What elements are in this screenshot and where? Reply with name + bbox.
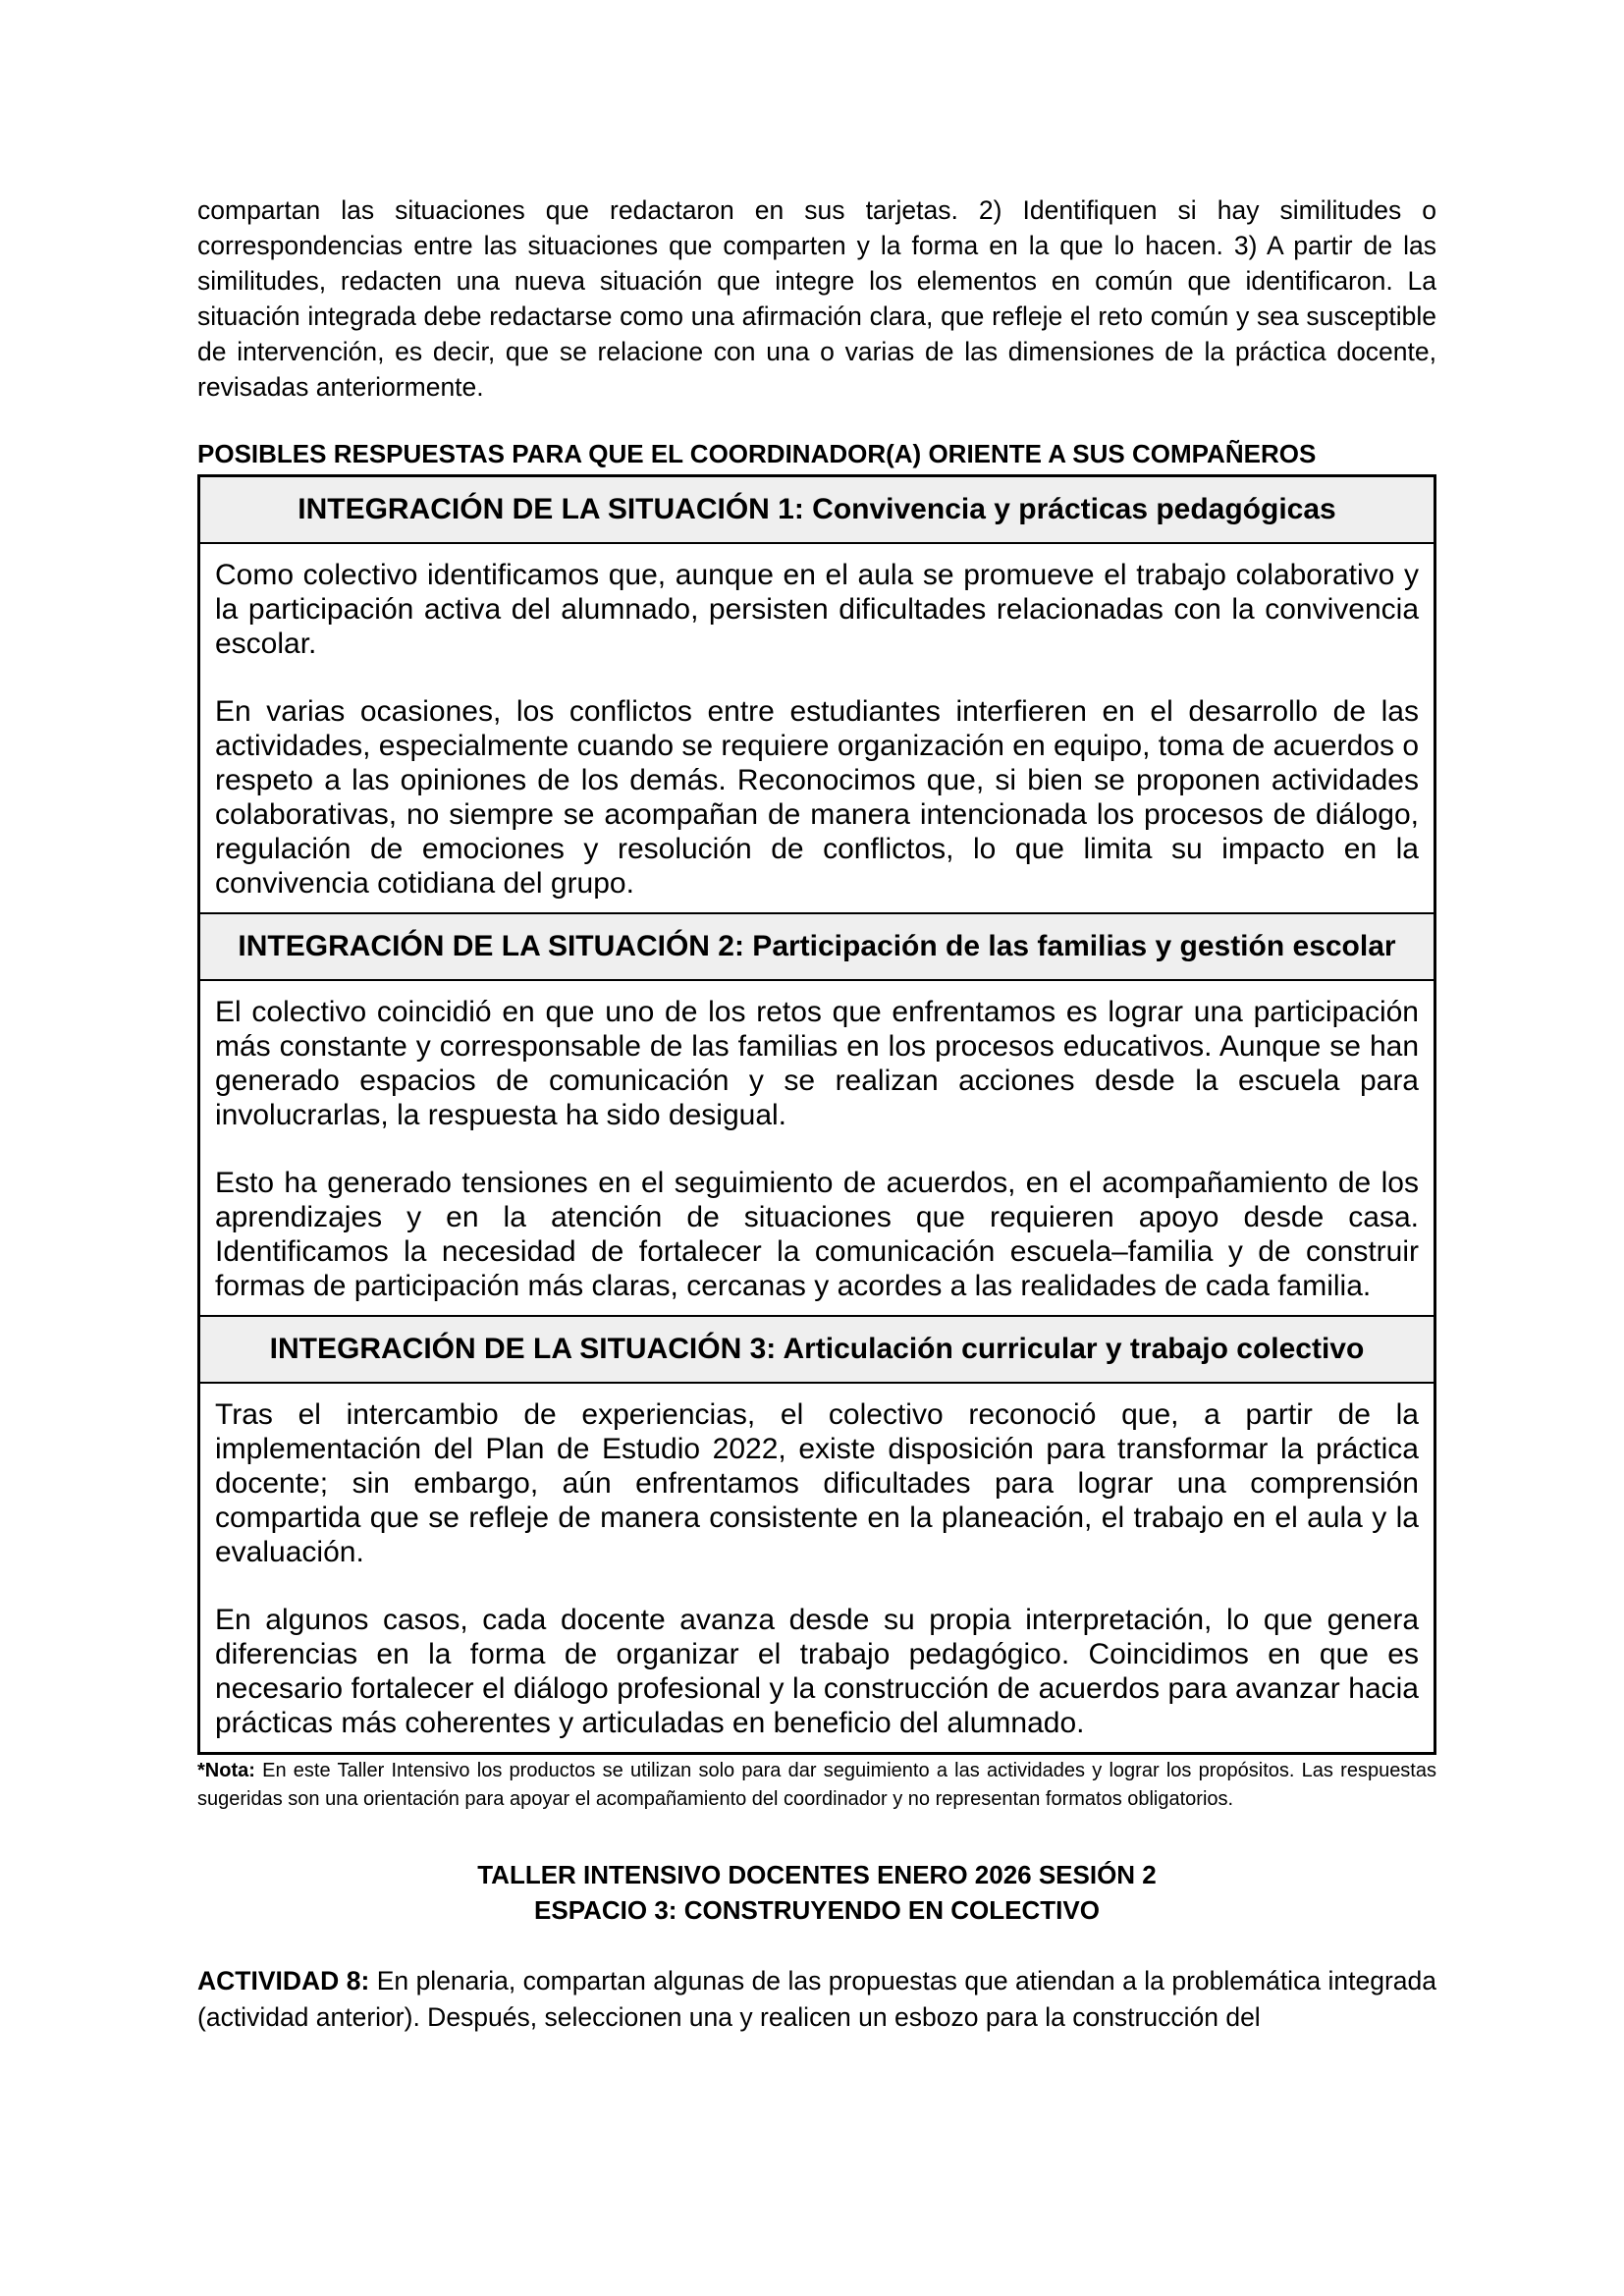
footnote-label: *Nota: [197, 1760, 255, 1781]
situation-1-paragraph-1: Como colectivo identificamos que, aunque en el aula se promueve el trabajo colaborativo y la participación activa del alumnado, persisten dificultades relacionadas con la convivencia escolar. [215, 559, 1419, 660]
situation-3-body [200, 1384, 1434, 1752]
session-title-line-2: ESPACIO 3: CONSTRUYENDO EN COLECTIVO [534, 1895, 1100, 1925]
intro-paragraph: compartan las situaciones que redactaron en sus tarjetas. 2) Identifiquen si hay similitudes o correspondencias entre las situaciones que comparten y la forma en la que lo hacen. 3) A partir de las similitudes, redacten una nueva situación que integre los elementos en común que identificaron. La situación integrada debe redactarse como una afirmación clara, que refleje el reto común y sea susceptible de intervención, es decir, que se relacione con una o varias de las dimensiones de la práctica docente, revisadas anteriormente. [197, 195, 1436, 402]
session-title-line-1: TALLER INTENSIVO DOCENTES ENERO 2026 SESIÓN 2 [477, 1860, 1157, 1889]
situation-3-paragraph-2: En algunos casos, cada docente avanza desde su propia interpretación, lo que genera diferencias en la forma de organizar el trabajo pedagógico. Coincidimos en que es necesario fortalecer el diálogo profesional y la construcción de acuerdos para avanzar hacia prácticas más coherentes y articuladas en beneficio del alumnado. [215, 1604, 1419, 1739]
activity-paragraph [197, 1963, 1436, 2036]
activity-label: ACTIVIDAD 8: [197, 1966, 370, 1995]
situation-2-paragraph-1: El colectivo coincidió en que uno de los retos que enfrentamos es lograr una participación más constante y corresponsable de las familias en los procesos educativos. Aunque se han generado espacios de comunicación y se realizan acciones desde la escuela para involucrarlas, la respuesta ha sido desigual. [215, 996, 1419, 1131]
session-title [197, 1857, 1436, 1928]
footnote-text: En este Taller Intensivo los productos se utilizan solo para dar seguimiento a las actividades y lograr los propósitos. Las respuestas sugeridas son una orientación para apoyar el acompañamiento del coordinador y no representan formatos obligatorios. [197, 1760, 1436, 1810]
situation-2-paragraph-2: Esto ha generado tensiones en el seguimiento de acuerdos, en el acompañamiento de los aprendizajes y en la atención de situaciones que requieren apoyo desde casa. Identificamos la necesidad de fortalecer la comunicación escuela–familia y de construir formas de participación más claras, cercanas y acordes a las realidades de cada familia. [215, 1167, 1419, 1302]
situation-1-title: INTEGRACIÓN DE LA SITUACIÓN 1: Convivencia y prácticas pedagógicas [200, 477, 1434, 544]
situation-1-paragraph-2: En varias ocasiones, los conflictos entre estudiantes interfieren en el desarrollo de las actividades, especialmente cuando se requiere organización en equipo, toma de acuerdos o respeto a las opiniones de los demás. Reconocimos que, si bien se proponen actividades colaborativas, no siempre se acompañan de manera intencionada los procesos de diálogo, regulación de emociones y resolución de conflictos, lo que limita su impacto en la convivencia cotidiana del grupo. [215, 695, 1419, 900]
footnote [197, 1757, 1436, 1814]
situation-3-title: INTEGRACIÓN DE LA SITUACIÓN 3: Articulación curricular y trabajo colectivo [200, 1315, 1434, 1384]
situation-3-paragraph-1: Tras el intercambio de experiencias, el colectivo reconoció que, a partir de la implementación del Plan de Estudio 2022, existe disposición para transformar la práctica docente; sin embargo, aún enfrentamos dificultades para lograr una comprensión compartida que se refleje de manera consistente en la planeación, el trabajo en el aula y la evaluación. [215, 1398, 1419, 1568]
activity-text: En plenaria, compartan algunas de las propuestas que atiendan a la problemática integrada (actividad anterior). Después, seleccionen una y realicen un esbozo para la construcción del [197, 1966, 1437, 2032]
situation-2-title: INTEGRACIÓN DE LA SITUACIÓN 2: Participación de las familias y gestión escolar [200, 912, 1434, 981]
situation-2-body [200, 981, 1434, 1315]
responses-panel [197, 474, 1436, 1755]
situation-1-body [200, 544, 1434, 912]
section-heading: POSIBLES RESPUESTAS PARA QUE EL COORDINADOR(A) ORIENTE A SUS COMPAÑEROS [197, 439, 1317, 468]
document-page [197, 192, 1436, 2036]
